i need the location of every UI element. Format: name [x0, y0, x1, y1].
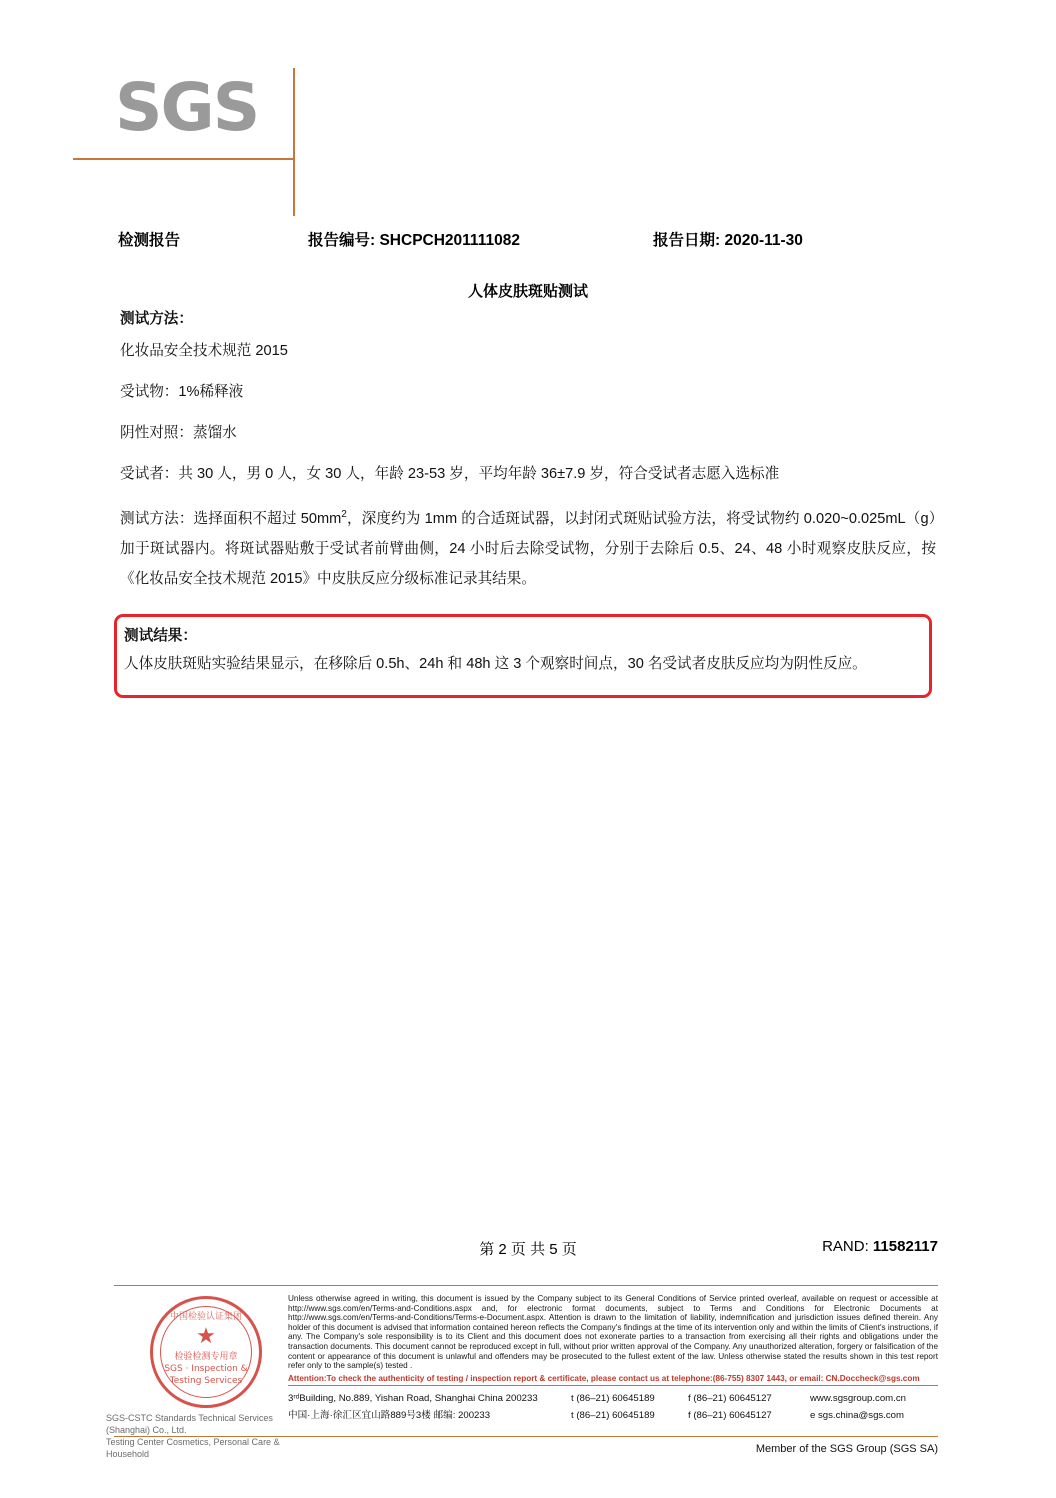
- stamp-center-text: [153, 1351, 259, 1387]
- contact-block: [288, 1390, 938, 1424]
- negative-control-line: 阴性对照：蒸馏水: [120, 425, 237, 441]
- legal-body: Unless otherwise agreed in writing, this document is issued by the Company subject to its General Conditions of Service printed overleaf, available on request or accessible at http://www.sgs.com/en/Terms-and-Conditions.aspx and, for electronic format documents, subject to Terms and Conditions for Electronic Documents at http://www.sgs.com/en/Terms-and-Conditions/Terms-e-Document.aspx. Attention is drawn to the limitation of liability, indemnification and jurisdiction issues defined therein. Any holder of this document is advised that information contained hereon reflects the Company's findings at the time of its intervention only and within the limits of Client's instructions, if any. The Company's sole responsibility is to its Client and this document does not exonerate parties to a transaction from exercising all their rights and obligations under the transaction documents. This document cannot be reproduced except in full, without prior written approval of the Company. Any unauthorized alteration, forgery or falsification of the content or appearance of this document is unlawful and offenders may be prosecuted to the fullest extent of the law. Unless otherwise stated the results shown in this test report refer only to the sample(s) tested .: [288, 1294, 938, 1371]
- legal-disclaimer: [288, 1294, 938, 1384]
- report-number: 报告编号: SHCPCH201111082: [308, 232, 520, 249]
- footer-divider-bottom: [114, 1436, 938, 1437]
- result-content: [124, 622, 924, 678]
- sgs-logo: [115, 69, 290, 172]
- contact-row-en: [288, 1390, 938, 1407]
- rand-value: 11582117: [872, 1238, 938, 1255]
- page-number: 第 2 页 共 5 页: [479, 1241, 577, 1258]
- subjects-line: 受试者：共 30 人，男 0 人，女 30 人，年龄 23-53 岁，平均年龄 36±7.9 岁，符合受试者志愿入选标准: [120, 466, 780, 482]
- stamp-ring-text: SGS · Inspection & Testing Services: [164, 1364, 248, 1386]
- page-title: 人体皮肤斑贴测试: [467, 283, 588, 300]
- stamp-center-cn: 检验检测专用章: [174, 1352, 238, 1362]
- sample-line: 受试物：1%稀释液: [120, 384, 244, 400]
- tel-en: t (86–21) 60645189: [571, 1393, 655, 1404]
- report-body: [120, 300, 936, 594]
- procedure-prefix: 测试方法：选择面积不超过 50mm: [120, 510, 342, 527]
- address-cn: 中国·上海·徐汇区宜山路889号3楼 邮编: 200233: [288, 1410, 491, 1421]
- stamp-caption-line2: Testing Center Cosmetics, Personal Care & Household: [106, 1437, 280, 1459]
- contact-row-cn: [288, 1407, 938, 1424]
- procedure-paragraph: [120, 500, 936, 594]
- fax-cn: f (86–21) 60645127: [688, 1410, 772, 1421]
- result-text: 人体皮肤斑贴实验结果显示，在移除后 0.5h、24h 和 48h 这 3 个观察时间点，30 名受试者皮肤反应均为阴性反应。: [124, 656, 867, 672]
- rand-code: [822, 1238, 938, 1255]
- stamp-caption-line1: SGS-CSTC Standards Technical Services (Shanghai) Co., Ltd.: [106, 1413, 273, 1435]
- footer-divider-middle: [288, 1385, 938, 1386]
- email[interactable]: e sgs.china@sgs.com: [810, 1410, 904, 1421]
- stamp-ring: [150, 1296, 262, 1408]
- procedure-rest: ，深度约为 1mm 的合适斑试器，以封闭式斑贴试验方法，将受试物约 0.020~0.025mL（g）加于斑试器内。将斑试器贴敷于受试者前臂曲侧，24 小时后去除受试物，分别于去除后 0.5、24、48 小时观察皮肤反应，按《化妆品安全技术规范 2015》中皮肤反应分级标准记录其结果。: [120, 510, 937, 587]
- official-stamp: [106, 1292, 280, 1459]
- star-icon: ★: [196, 1323, 216, 1348]
- legal-attention: Attention:To check the authenticity of testing / inspection report & certificate, please contact us at telephone:(86-755) 8307 1443, or email: CN.Doccheck@sgs.com: [288, 1373, 920, 1383]
- result-label: 测试结果：: [124, 628, 197, 644]
- logo-text: SGS: [115, 69, 259, 146]
- logo-vertical-rule: [293, 68, 295, 216]
- member-note: Member of the SGS Group (SGS SA): [755, 1443, 938, 1455]
- report-date: 报告日期: 2020-11-30: [653, 232, 803, 249]
- logo-horizontal-rule: [73, 158, 295, 160]
- doc-type-label: 检测报告: [118, 232, 181, 249]
- footer-divider-top: [114, 1285, 938, 1286]
- fax-en: f (86–21) 60645127: [688, 1393, 772, 1404]
- rand-label: RAND:: [822, 1238, 869, 1255]
- method-label: 测试方法：: [120, 311, 193, 327]
- tel-cn: t (86–21) 60645189: [571, 1410, 655, 1421]
- website[interactable]: www.sgsgroup.com.cn: [810, 1393, 906, 1404]
- stamp-arc-text: 中国检验认证集团: [169, 1311, 242, 1321]
- method-standard: 化妆品安全技术规范 2015: [120, 343, 288, 359]
- procedure-superscript: 2: [341, 509, 347, 520]
- address-en: 3ʳᵈBuilding, No.889, Yishan Road, Shanghai China 200233: [288, 1393, 538, 1404]
